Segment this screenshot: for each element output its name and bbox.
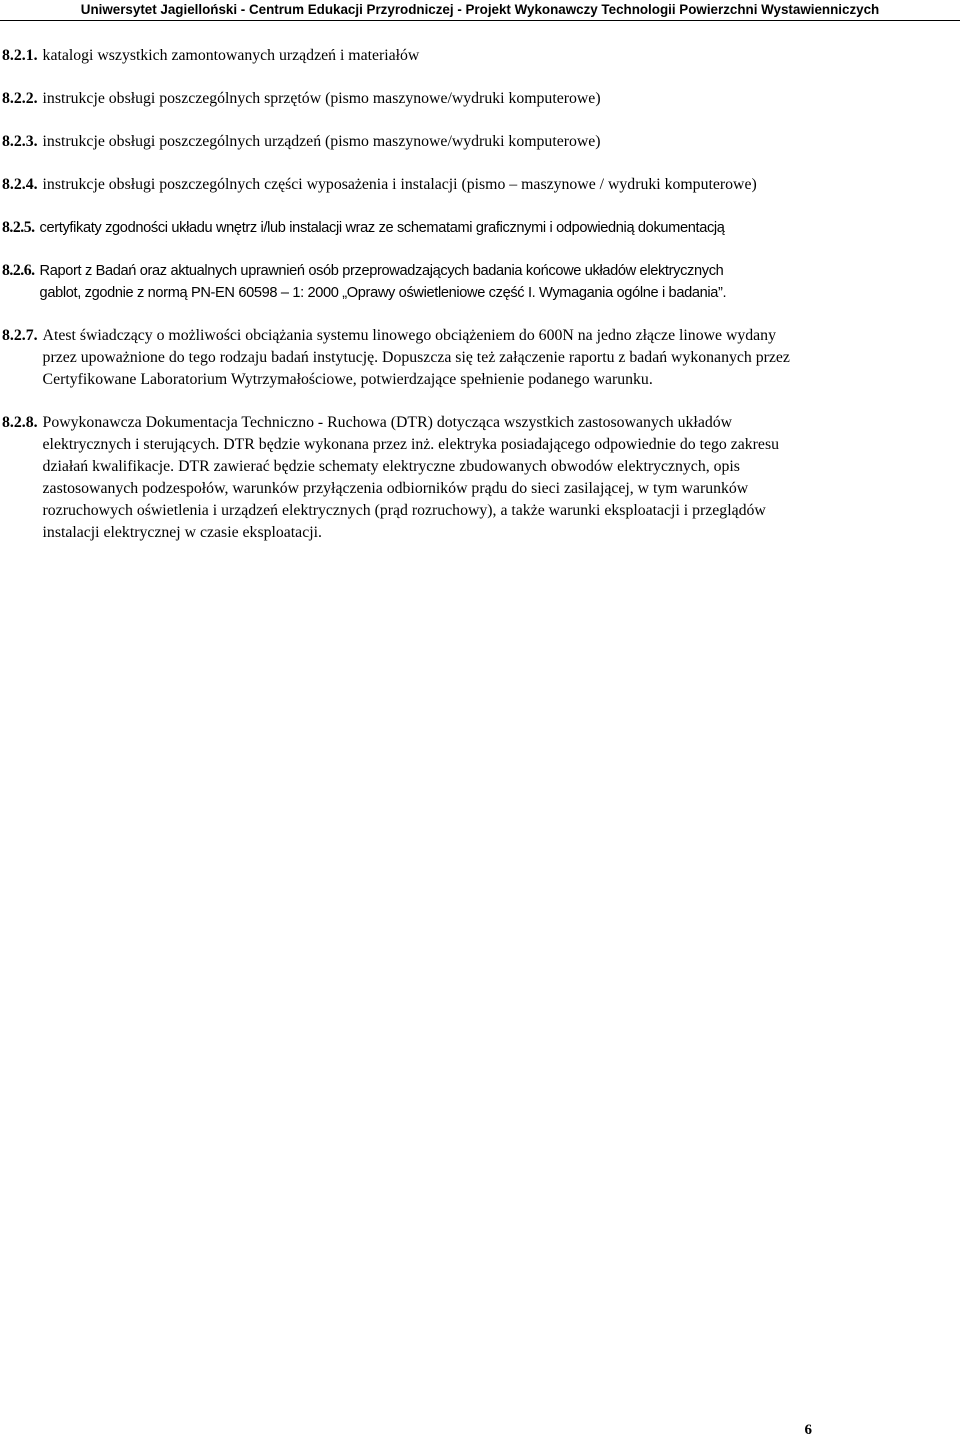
item-text: instrukcje obsługi poszczególnych urządzeń (pismo maszynowe/wydruki komputerowe): [42, 133, 601, 150]
item-text: Raport z Badań oraz aktualnych uprawnień osób przeprowadzających badania końcowe układów elektrycznych gablot, zgodnie z normą PN-EN 60598 – 1: 2000 „Oprawy oświetleniowe część I. Wymagania ogólne i badania”.: [39, 263, 727, 301]
item-number: 8.2.2.: [2, 90, 38, 107]
item-text: certyfikaty zgodności układu wnętrz i/lub instalacji wraz ze schematami graficznymi i odpowiednią dokumentacją: [39, 220, 725, 236]
list-item-8-2-5: [2, 217, 958, 239]
item-text: Atest świadczący o możliwości obciążania systemu linowego obciążeniem do 600N na jedno złącze linowe wydany przez upoważnione do tego rodzaju badań instytucję. Dopuszcza się też załączenie raportu z badań wykonanych przez Certyfikowane Laboratorium Wytrzymałościowe, potwierdzające spełnienie podanego warunku.: [42, 327, 790, 388]
page-header: Uniwersytet Jagielloński - Centrum Edukacji Przyrodniczej - Projekt Wykonawczy Technologii Powierzchni Wystawienniczych: [0, 0, 960, 21]
item-number: 8.2.7.: [2, 327, 38, 344]
item-text: Powykonawcza Dokumentacja Techniczno - Ruchowa (DTR) dotycząca wszystkich zastosowanych układów elektrycznych i sterujących. DTR będzie wykonana przez inż. elektryka posiadającego odpowiednie do tego zakresu działań kwalifikacje. DTR zawierać będzie schematy elektryczne zbudowanych obwodów elektrycznych, opis zastosowanych podzespołów, warunków przyłączenia odbiorników prądu do sieci zasilającej, w tym warunków rozruchowych oświetlenia i urządzeń elektrycznych (prąd rozruchowy), a także warunki eksploatacji i przeglądów instalacji elektrycznej w czasie eksploatacji.: [42, 414, 779, 541]
list-item-8-2-6: [2, 260, 958, 304]
item-number: 8.2.6.: [2, 262, 35, 279]
item-number: 8.2.5.: [2, 219, 35, 236]
item-number: 8.2.3.: [2, 133, 38, 150]
item-text: instrukcje obsługi poszczególnych części wyposażenia i instalacji (pismo – maszynowe / wydruki komputerowe): [42, 176, 757, 193]
list-item-8-2-2: [2, 88, 958, 110]
list-item-8-2-4: [2, 174, 958, 196]
list-item-8-2-7: [2, 325, 958, 391]
item-number: 8.2.8.: [2, 414, 38, 431]
item-text: katalogi wszystkich zamontowanych urządzeń i materiałów: [42, 47, 420, 64]
document-body: [2, 45, 958, 565]
item-number: 8.2.4.: [2, 176, 38, 193]
item-text: instrukcje obsługi poszczególnych sprzętów (pismo maszynowe/wydruki komputerowe): [42, 90, 601, 107]
page-number: 6: [804, 1422, 812, 1438]
list-item-8-2-8: [2, 412, 958, 544]
list-item-8-2-1: [2, 45, 958, 67]
list-item-8-2-3: [2, 131, 958, 153]
item-number: 8.2.1.: [2, 47, 38, 64]
